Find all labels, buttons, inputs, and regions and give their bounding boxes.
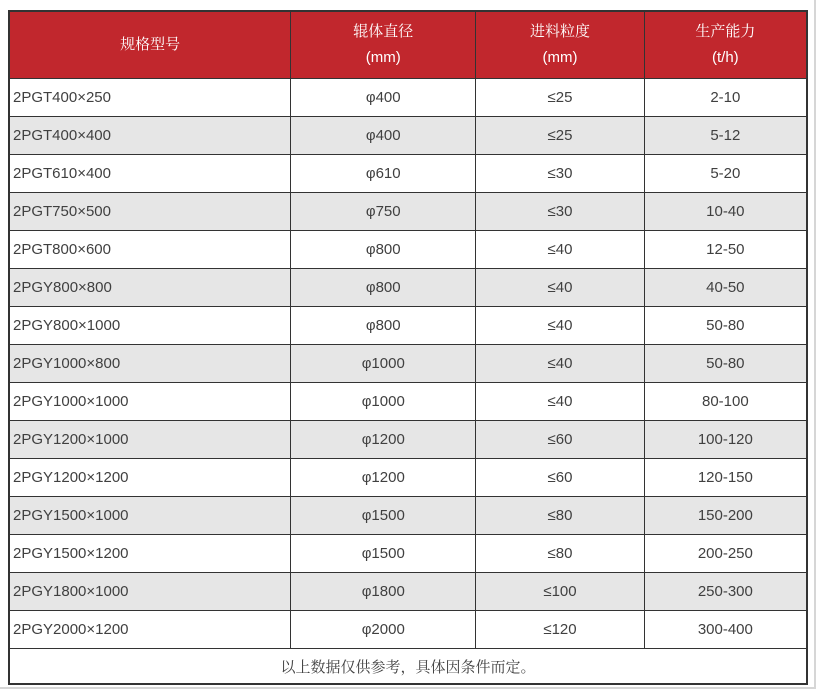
cell-capacity: 50-80 [644,307,807,345]
cell-feed-size: ≤80 [476,497,644,535]
cell-diameter: φ800 [291,231,476,269]
cell-model: 2PGT400×400 [9,117,291,155]
header-model-title: 规格型号 [120,36,181,53]
cell-diameter: φ1500 [291,535,476,573]
cell-model: 2PGY1000×1000 [9,383,291,421]
cell-capacity: 150-200 [644,497,807,535]
table-row [9,193,807,231]
table-row [9,421,807,459]
cell-feed-size: ≤100 [476,573,644,611]
cell-feed-size: ≤40 [476,231,644,269]
cell-feed-size: ≤60 [476,421,644,459]
cell-capacity: 120-150 [644,459,807,497]
cell-capacity: 100-120 [644,421,807,459]
cell-diameter: φ800 [291,269,476,307]
cell-feed-size: ≤80 [476,535,644,573]
header-diameter [291,11,476,79]
header-capacity [644,11,807,79]
cell-feed-size: ≤30 [476,155,644,193]
header-feed-size [476,11,644,79]
table-row [9,573,807,611]
cell-diameter: φ1500 [291,497,476,535]
table-row [9,345,807,383]
header-capacity-unit: (t/h) [712,49,739,66]
table-row [9,535,807,573]
header-model [9,11,291,79]
cell-diameter: φ1800 [291,573,476,611]
table-foot [9,649,807,685]
cell-diameter: φ2000 [291,611,476,649]
table-row [9,117,807,155]
cell-capacity: 5-20 [644,155,807,193]
table-row [9,307,807,345]
cell-diameter: φ400 [291,79,476,117]
cell-feed-size: ≤40 [476,383,644,421]
cell-feed-size: ≤40 [476,307,644,345]
cell-diameter: φ400 [291,117,476,155]
header-feed-size-unit: (mm) [542,49,578,66]
table-row [9,383,807,421]
cell-model: 2PGY1000×800 [9,345,291,383]
cell-diameter: φ750 [291,193,476,231]
cell-capacity: 50-80 [644,345,807,383]
cell-diameter: φ1000 [291,383,476,421]
cell-capacity: 2-10 [644,79,807,117]
cell-capacity: 12-50 [644,231,807,269]
cell-model: 2PGT400×250 [9,79,291,117]
spec-table [8,10,808,685]
cell-model: 2PGT800×600 [9,231,291,269]
header-diameter-unit: (mm) [365,49,401,66]
cell-feed-size: ≤60 [476,459,644,497]
cell-model: 2PGY1500×1200 [9,535,291,573]
header-diameter-title: 辊体直径 [353,23,414,40]
cell-capacity: 40-50 [644,269,807,307]
cell-capacity: 300-400 [644,611,807,649]
cell-feed-size: ≤40 [476,345,644,383]
cell-capacity: 200-250 [644,535,807,573]
header-feed-size-title: 进料粒度 [529,23,590,40]
cell-feed-size: ≤120 [476,611,644,649]
cell-diameter: φ800 [291,307,476,345]
cell-capacity: 5-12 [644,117,807,155]
cell-diameter: φ1000 [291,345,476,383]
cell-feed-size: ≤40 [476,269,644,307]
cell-model: 2PGY1200×1000 [9,421,291,459]
cell-capacity: 10-40 [644,193,807,231]
cell-feed-size: ≤30 [476,193,644,231]
footnote-row [9,649,807,685]
cell-capacity: 80-100 [644,383,807,421]
cell-model: 2PGY1200×1200 [9,459,291,497]
cell-model: 2PGY800×1000 [9,307,291,345]
cell-model: 2PGY1800×1000 [9,573,291,611]
header-row [9,11,807,79]
table-row [9,231,807,269]
table-row [9,155,807,193]
table-row [9,459,807,497]
table-row [9,269,807,307]
header-capacity-title: 生产能力 [695,23,756,40]
table-footnote: 以上数据仅供参考，具体因条件而定。 [9,649,807,685]
cell-model: 2PGY1500×1000 [9,497,291,535]
table-body [9,79,807,649]
cell-feed-size: ≤25 [476,79,644,117]
table-row [9,497,807,535]
cell-model: 2PGT750×500 [9,193,291,231]
cell-model: 2PGY2000×1200 [9,611,291,649]
cell-feed-size: ≤25 [476,117,644,155]
cell-diameter: φ1200 [291,459,476,497]
cell-capacity: 250-300 [644,573,807,611]
table-header [9,11,807,79]
cell-diameter: φ610 [291,155,476,193]
cell-diameter: φ1200 [291,421,476,459]
table-row [9,611,807,649]
cell-model: 2PGT610×400 [9,155,291,193]
cell-model: 2PGY800×800 [9,269,291,307]
table-row [9,79,807,117]
